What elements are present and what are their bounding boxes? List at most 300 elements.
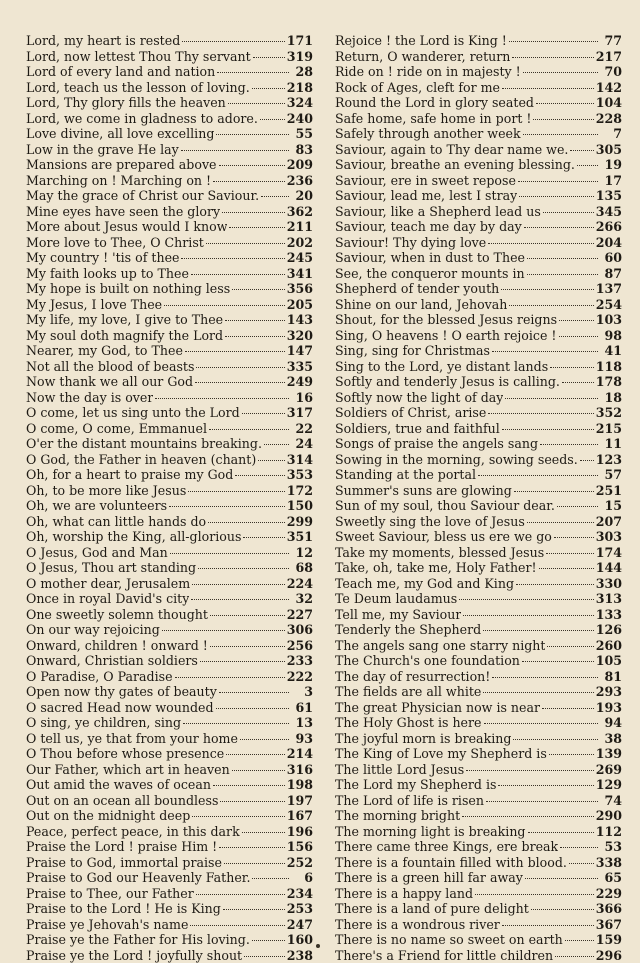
page-number: 341	[287, 266, 313, 282]
index-entry	[26, 870, 313, 886]
dot-leader	[198, 568, 289, 569]
index-entry	[26, 188, 313, 204]
hymn-title: There came three Kings, ere break	[335, 839, 558, 855]
page-number: 32	[291, 591, 313, 607]
dot-leader	[170, 553, 289, 554]
dot-leader	[463, 615, 593, 616]
page-number: 351	[287, 529, 313, 545]
index-entry	[335, 715, 622, 731]
index-entry	[26, 607, 313, 623]
hymn-title: Teach me, my God and King	[335, 576, 514, 592]
page-number: 178	[596, 374, 622, 390]
dot-leader	[244, 956, 285, 957]
page-number: 174	[596, 545, 622, 561]
page-number: 24	[291, 436, 313, 452]
index-entry	[26, 64, 313, 80]
dot-leader	[557, 506, 598, 507]
hymn-title: There is a land of pure delight	[335, 901, 529, 917]
index-entry	[26, 917, 313, 933]
hymn-title: The Lord my Shepherd is	[335, 777, 496, 793]
index-entry	[26, 762, 313, 778]
dot-leader	[252, 940, 285, 941]
hymn-title: Lord of every land and nation	[26, 64, 215, 80]
index-entry	[26, 684, 313, 700]
dot-leader	[213, 181, 285, 182]
page-number: 214	[287, 746, 313, 762]
dot-leader	[196, 894, 285, 895]
index-entry	[26, 653, 313, 669]
index-entry	[335, 111, 622, 127]
hymn-title: The great Physician now is near	[335, 700, 540, 716]
dot-leader	[210, 615, 285, 616]
hymn-title: Safely through another week	[335, 126, 521, 142]
page-number: 269	[596, 762, 622, 778]
dot-leader	[547, 646, 593, 647]
hymn-title: Out on the midnight deep	[26, 808, 190, 824]
dot-leader	[200, 661, 285, 662]
index-entry	[335, 297, 622, 313]
dot-leader	[498, 785, 593, 786]
dot-leader	[253, 57, 285, 58]
index-entry	[335, 219, 622, 235]
hymn-title: Oh, worship the King, all-glorious	[26, 529, 241, 545]
hymn-title: Sweet Saviour, bless us ere we go	[335, 529, 552, 545]
page-number: 126	[596, 622, 622, 638]
dot-leader	[191, 599, 289, 600]
page-number: 61	[291, 700, 313, 716]
hymn-title: Oh, for a heart to praise my God	[26, 467, 233, 483]
page-number: 266	[596, 219, 622, 235]
page-number: 129	[596, 777, 622, 793]
page-number: 77	[600, 33, 622, 49]
hymn-title: O sacred Head now wounded	[26, 700, 214, 716]
page-number: 211	[287, 219, 313, 235]
dot-leader	[502, 429, 594, 430]
hymn-title: Saviour, breathe an evening blessing.	[335, 157, 575, 173]
dot-leader	[559, 336, 599, 337]
index-entry	[335, 436, 622, 452]
hymn-title: Praise ye Jehovah's name	[26, 917, 188, 933]
page-number: 240	[287, 111, 313, 127]
dot-leader	[264, 444, 289, 445]
dot-leader	[219, 847, 284, 848]
index-entry	[26, 839, 313, 855]
page-number: 256	[287, 638, 313, 654]
index-entry	[26, 250, 313, 266]
dot-leader	[240, 739, 289, 740]
index-entry	[335, 374, 622, 390]
hymn-title: O sing, ye children, sing	[26, 715, 181, 731]
hymn-title: Summer's suns are glowing	[335, 483, 512, 499]
hymn-title: Sing, O heavens ! O earth rejoice !	[335, 328, 557, 344]
page-number: 245	[287, 250, 313, 266]
index-entry	[26, 545, 313, 561]
dot-leader	[518, 181, 598, 182]
dot-leader	[478, 475, 598, 476]
hymn-title: Lord, Thy glory fills the heaven	[26, 95, 226, 111]
page-number: 238	[287, 948, 313, 963]
page-number: 147	[287, 343, 313, 359]
index-entry	[26, 948, 313, 963]
dot-leader	[222, 212, 285, 213]
index-entry	[335, 126, 622, 142]
page-number: 330	[596, 576, 622, 592]
index-entry	[26, 576, 313, 592]
dot-leader	[196, 367, 284, 368]
index-entry	[26, 824, 313, 840]
dot-leader	[527, 522, 594, 523]
dot-leader	[527, 274, 598, 275]
hymn-title: There is a wondrous river	[335, 917, 500, 933]
page-number: 139	[596, 746, 622, 762]
dot-leader	[570, 150, 593, 151]
hymn-title: O come, let us sing unto the Lord	[26, 405, 240, 421]
hymn-title: Take my moments, blessed Jesus	[335, 545, 544, 561]
index-entry	[335, 545, 622, 561]
hymn-title: Out on an ocean all boundless	[26, 793, 218, 809]
hymn-title: The fields are all white	[335, 684, 481, 700]
page-number: 314	[287, 452, 313, 468]
dot-leader	[559, 320, 594, 321]
page-number: 83	[291, 142, 313, 158]
index-entry	[26, 95, 313, 111]
index-entry	[335, 560, 622, 576]
index-entry	[335, 762, 622, 778]
page-number: 202	[287, 235, 313, 251]
hymn-title: The King of Love my Shepherd is	[335, 746, 547, 762]
hymn-title: Shine on our land, Jehovah	[335, 297, 507, 313]
page-number: 38	[600, 731, 622, 747]
dot-leader	[525, 878, 598, 879]
hymn-title: Open now thy gates of beauty	[26, 684, 217, 700]
page-number: 366	[596, 901, 622, 917]
index-entry	[335, 731, 622, 747]
index-entry	[26, 746, 313, 762]
index-entry	[26, 529, 313, 545]
page-number: 296	[596, 948, 622, 963]
hymn-title: Shepherd of tender youth	[335, 281, 499, 297]
hymn-title: Tenderly the Shepherd	[335, 622, 481, 638]
index-entry	[335, 839, 622, 855]
dot-leader	[528, 832, 594, 833]
index-entry	[335, 281, 622, 297]
index-entry	[335, 514, 622, 530]
index-entry	[335, 483, 622, 499]
page-number: 150	[287, 498, 313, 514]
hymn-title: Love divine, all love excelling	[26, 126, 214, 142]
dot-leader	[232, 770, 285, 771]
index-entry	[26, 467, 313, 483]
dot-leader	[228, 103, 285, 104]
page-number: 68	[291, 560, 313, 576]
page-number: 227	[287, 607, 313, 623]
index-entry	[335, 529, 622, 545]
hymn-title: Lord, my heart is rested	[26, 33, 180, 49]
index-entry	[26, 390, 313, 406]
index-entry	[335, 777, 622, 793]
dot-leader	[258, 460, 284, 461]
index-entry	[335, 948, 622, 963]
index-entry	[26, 560, 313, 576]
page-number: 299	[287, 514, 313, 530]
hymn-title: My soul doth magnify the Lord	[26, 328, 223, 344]
page-number: 93	[291, 731, 313, 747]
dot-leader	[509, 41, 598, 42]
dot-leader	[242, 413, 285, 414]
page-number: 57	[600, 467, 622, 483]
dot-leader	[164, 305, 285, 306]
dot-leader	[569, 863, 594, 864]
page-number: 228	[596, 111, 622, 127]
page-number: 338	[596, 855, 622, 871]
index-entry	[335, 95, 622, 111]
page-number: 22	[291, 421, 313, 437]
hymn-title: Marching on ! Marching on !	[26, 173, 211, 189]
index-entry	[335, 33, 622, 49]
page-number: 335	[287, 359, 313, 375]
page-number: 15	[600, 498, 622, 514]
page-number: 133	[596, 607, 622, 623]
dot-leader	[162, 630, 285, 631]
index-entry	[26, 731, 313, 747]
page-number: 356	[287, 281, 313, 297]
index-entry	[335, 669, 622, 685]
dot-leader	[155, 398, 289, 399]
page-number: 204	[596, 235, 622, 251]
index-entry	[26, 111, 313, 127]
hymn-title: May the grace of Christ our Saviour.	[26, 188, 259, 204]
hymn-title: On our way rejoicing	[26, 622, 160, 638]
dot-leader	[523, 72, 598, 73]
dot-leader	[505, 398, 598, 399]
hymn-title: The Holy Ghost is here	[335, 715, 482, 731]
hymn-title: Praise ye the Lord ! joyfully shout	[26, 948, 242, 963]
page-number: 6	[291, 870, 313, 886]
index-entry	[335, 359, 622, 375]
page-number: 103	[596, 312, 622, 328]
dot-leader	[488, 413, 593, 414]
dot-leader	[181, 258, 284, 259]
page-number: 222	[287, 669, 313, 685]
index-entry	[26, 932, 313, 948]
index-entry	[335, 188, 622, 204]
hymn-title: Saviour, again to Thy dear name we.	[335, 142, 568, 158]
hymn-title: My life, my love, I give to Thee	[26, 312, 223, 328]
dot-leader	[217, 72, 289, 73]
hymn-title: Tell me, my Saviour	[335, 607, 461, 623]
page-number: 94	[600, 715, 622, 731]
index-entry	[26, 80, 313, 96]
index-entry	[26, 281, 313, 297]
page-number: 229	[596, 886, 622, 902]
dot-leader	[513, 739, 598, 740]
page-number: 251	[596, 483, 622, 499]
index-entry	[26, 266, 313, 282]
dot-leader	[243, 537, 284, 538]
index-entry	[335, 901, 622, 917]
page-number: 345	[596, 204, 622, 220]
index-entry	[26, 808, 313, 824]
hymn-title: Lord, teach us the lesson of loving.	[26, 80, 250, 96]
index-entry	[335, 64, 622, 80]
page-number: 123	[596, 452, 622, 468]
dot-leader	[533, 119, 593, 120]
index-entry	[26, 312, 313, 328]
index-entry	[335, 700, 622, 716]
page-number: 217	[596, 49, 622, 65]
page-number: 171	[287, 33, 313, 49]
page-number: 20	[291, 188, 313, 204]
dot-leader	[502, 925, 594, 926]
hymn-title: The day of resurrection!	[335, 669, 490, 685]
dot-leader	[519, 196, 593, 197]
page-number: 53	[600, 839, 622, 855]
page-footer-mark	[316, 944, 320, 948]
dot-leader	[580, 460, 594, 461]
page-number: 367	[596, 917, 622, 933]
dot-leader	[565, 940, 594, 941]
hymn-title: Ride on ! ride on in majesty !	[335, 64, 521, 80]
page-number: 98	[600, 328, 622, 344]
dot-leader	[260, 119, 285, 120]
index-entry	[26, 343, 313, 359]
page-number: 87	[600, 266, 622, 282]
dot-leader	[226, 754, 284, 755]
page-number: 306	[287, 622, 313, 638]
index-entry	[26, 173, 313, 189]
hymn-title: Now the day is over	[26, 390, 153, 406]
page-number: 316	[287, 762, 313, 778]
dot-leader	[209, 429, 289, 430]
index-entry	[26, 901, 313, 917]
dot-leader	[220, 801, 284, 802]
dot-leader	[514, 491, 594, 492]
dot-leader	[555, 956, 594, 957]
hymn-title: Sun of my soul, thou Saviour dear.	[335, 498, 555, 514]
hymn-title: Now thank we all our God	[26, 374, 193, 390]
dot-leader	[462, 816, 594, 817]
index-entry	[26, 328, 313, 344]
dot-leader	[524, 227, 594, 228]
page-number: 236	[287, 173, 313, 189]
index-entry	[335, 684, 622, 700]
index-entry	[335, 142, 622, 158]
hymn-title: O'er the distant mountains breaking.	[26, 436, 262, 452]
hymn-title: Sowing in the morning, sowing seeds.	[335, 452, 578, 468]
dot-leader	[560, 847, 598, 848]
dot-leader	[484, 723, 599, 724]
index-entry	[335, 793, 622, 809]
page-number: 167	[287, 808, 313, 824]
dot-leader	[492, 677, 598, 678]
hymn-title: Onward, Christian soldiers	[26, 653, 198, 669]
dot-leader	[531, 909, 594, 910]
dot-leader	[522, 661, 594, 662]
hymn-title: O Paradise, O Paradise	[26, 669, 173, 685]
index-entry	[335, 653, 622, 669]
dot-leader	[475, 894, 594, 895]
index-entry	[335, 235, 622, 251]
hymn-title: Saviour, like a Shepherd lead us	[335, 204, 541, 220]
hymn-title: Not all the blood of beasts	[26, 359, 194, 375]
hymn-title: One sweetly solemn thought	[26, 607, 208, 623]
dot-leader	[190, 925, 284, 926]
page-number: 118	[596, 359, 622, 375]
dot-leader	[539, 568, 594, 569]
index-entry	[335, 855, 622, 871]
dot-leader	[242, 832, 285, 833]
index-entry	[335, 576, 622, 592]
hymn-title: O tell us, ye that from your home	[26, 731, 238, 747]
index-entry	[26, 669, 313, 685]
hymn-title: Nearer, my God, to Thee	[26, 343, 183, 359]
index-entry	[26, 777, 313, 793]
hymn-title: Mansions are prepared above	[26, 157, 217, 173]
hymn-title: Soldiers of Christ, arise	[335, 405, 486, 421]
index-entry	[335, 498, 622, 514]
index-entry	[335, 266, 622, 282]
index-entry	[26, 235, 313, 251]
dot-leader	[223, 909, 285, 910]
hymn-title: Mine eyes have seen the glory	[26, 204, 220, 220]
hymn-title: Our Father, which art in heaven	[26, 762, 230, 778]
hymn-title: Lord, we come in gladness to adore.	[26, 111, 258, 127]
hymn-title: The morning light is breaking	[335, 824, 526, 840]
hymn-title: Praise to God our Heavenly Father.	[26, 870, 250, 886]
hymn-title: O mother dear, Jerusalem	[26, 576, 190, 592]
hymn-title: Round the Lord in glory seated	[335, 95, 534, 111]
index-entry	[335, 917, 622, 933]
page-number: 81	[600, 669, 622, 685]
page-number: 41	[600, 343, 622, 359]
page-number: 253	[287, 901, 313, 917]
dot-leader	[192, 816, 284, 817]
hymn-title: Safe home, safe home in port !	[335, 111, 531, 127]
page-number: 305	[596, 142, 622, 158]
hymn-title: Out amid the waves of ocean	[26, 777, 211, 793]
index-entry	[26, 498, 313, 514]
index-entry	[26, 33, 313, 49]
hymn-title: O come, O come, Emmanuel	[26, 421, 207, 437]
page-number: 224	[287, 576, 313, 592]
dot-leader	[195, 382, 285, 383]
hymn-title: Rejoice ! the Lord is King !	[335, 33, 507, 49]
index-entry	[335, 870, 622, 886]
page-number: 144	[596, 560, 622, 576]
dot-leader	[232, 289, 285, 290]
hymn-title: Lord, now lettest Thou Thy servant	[26, 49, 251, 65]
dot-leader	[181, 150, 289, 151]
index-entry	[335, 607, 622, 623]
dot-leader	[169, 506, 285, 507]
hymn-title: Low in the grave He lay	[26, 142, 179, 158]
page-number: 112	[596, 824, 622, 840]
dot-leader	[488, 243, 593, 244]
page-number: 197	[287, 793, 313, 809]
dot-leader	[502, 88, 594, 89]
index-entry	[335, 80, 622, 96]
hymn-title: Saviour, lead me, lest I stray	[335, 188, 517, 204]
index-entry	[26, 715, 313, 731]
dot-leader	[512, 57, 593, 58]
dot-leader	[542, 708, 594, 709]
page-number: 172	[287, 483, 313, 499]
hymn-title: Softly now the light of day	[335, 390, 503, 406]
page-number: 254	[596, 297, 622, 313]
page-number: 303	[596, 529, 622, 545]
hymn-title: Peace, perfect peace, in this dark	[26, 824, 240, 840]
index-entry	[26, 142, 313, 158]
